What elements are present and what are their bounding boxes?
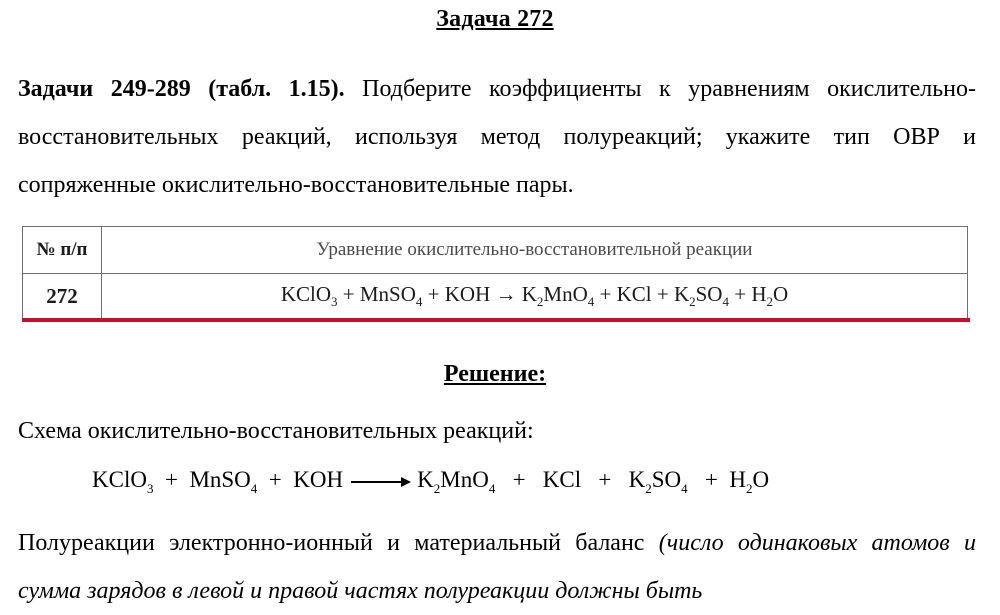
task-statement-lead: Задачи 249-289 (табл. 1.15). — [18, 76, 345, 102]
reaction-scheme-equation: KClO$_3$ + MnSO$_4$ + KOH $K_2MnO_4$ + KCl + $K_2SO_4$ + $H_2O$ — [92, 467, 770, 496]
row-number: 272 — [23, 274, 102, 319]
table-header-row — [23, 227, 968, 274]
half-reactions-text: Полуреакции электронно-ионный и материальный баланс — [18, 530, 659, 556]
row-reaction-equation: KClO$_3$ + MnSO$_4$ + KOH → $K_2MnO_4$ + KCl + $K_2SO_4 + H_2O$ — [102, 274, 968, 319]
long-arrow-icon — [351, 475, 411, 489]
task-statement — [18, 65, 976, 209]
reaction-arrow-icon: → — [495, 282, 517, 306]
scheme-label: Схема окислительно-восстановительных реакций: — [18, 418, 534, 444]
task-title: Задача 272 — [436, 6, 554, 32]
reaction-table — [22, 226, 970, 322]
half-reactions-note: (число одинаковых атомов и сумма зарядов в левой и правой частях полуреакции должны быть — [18, 530, 977, 604]
header-number: № п/п — [23, 227, 102, 274]
table-row — [23, 274, 968, 319]
solution-heading: Решение: — [443, 361, 547, 387]
table-accent-divider — [22, 318, 970, 322]
half-reactions-paragraph — [18, 519, 976, 615]
header-reaction: Уравнение окислительно-восстановительной реакции — [102, 227, 968, 274]
task-statement-body: Подберите коэффициенты к уравнениям окислительно-восстановительных реакций, используя метод полуреакций; укажите тип ОВР и сопряженные окислительно-восстановительные пары. — [18, 76, 976, 198]
